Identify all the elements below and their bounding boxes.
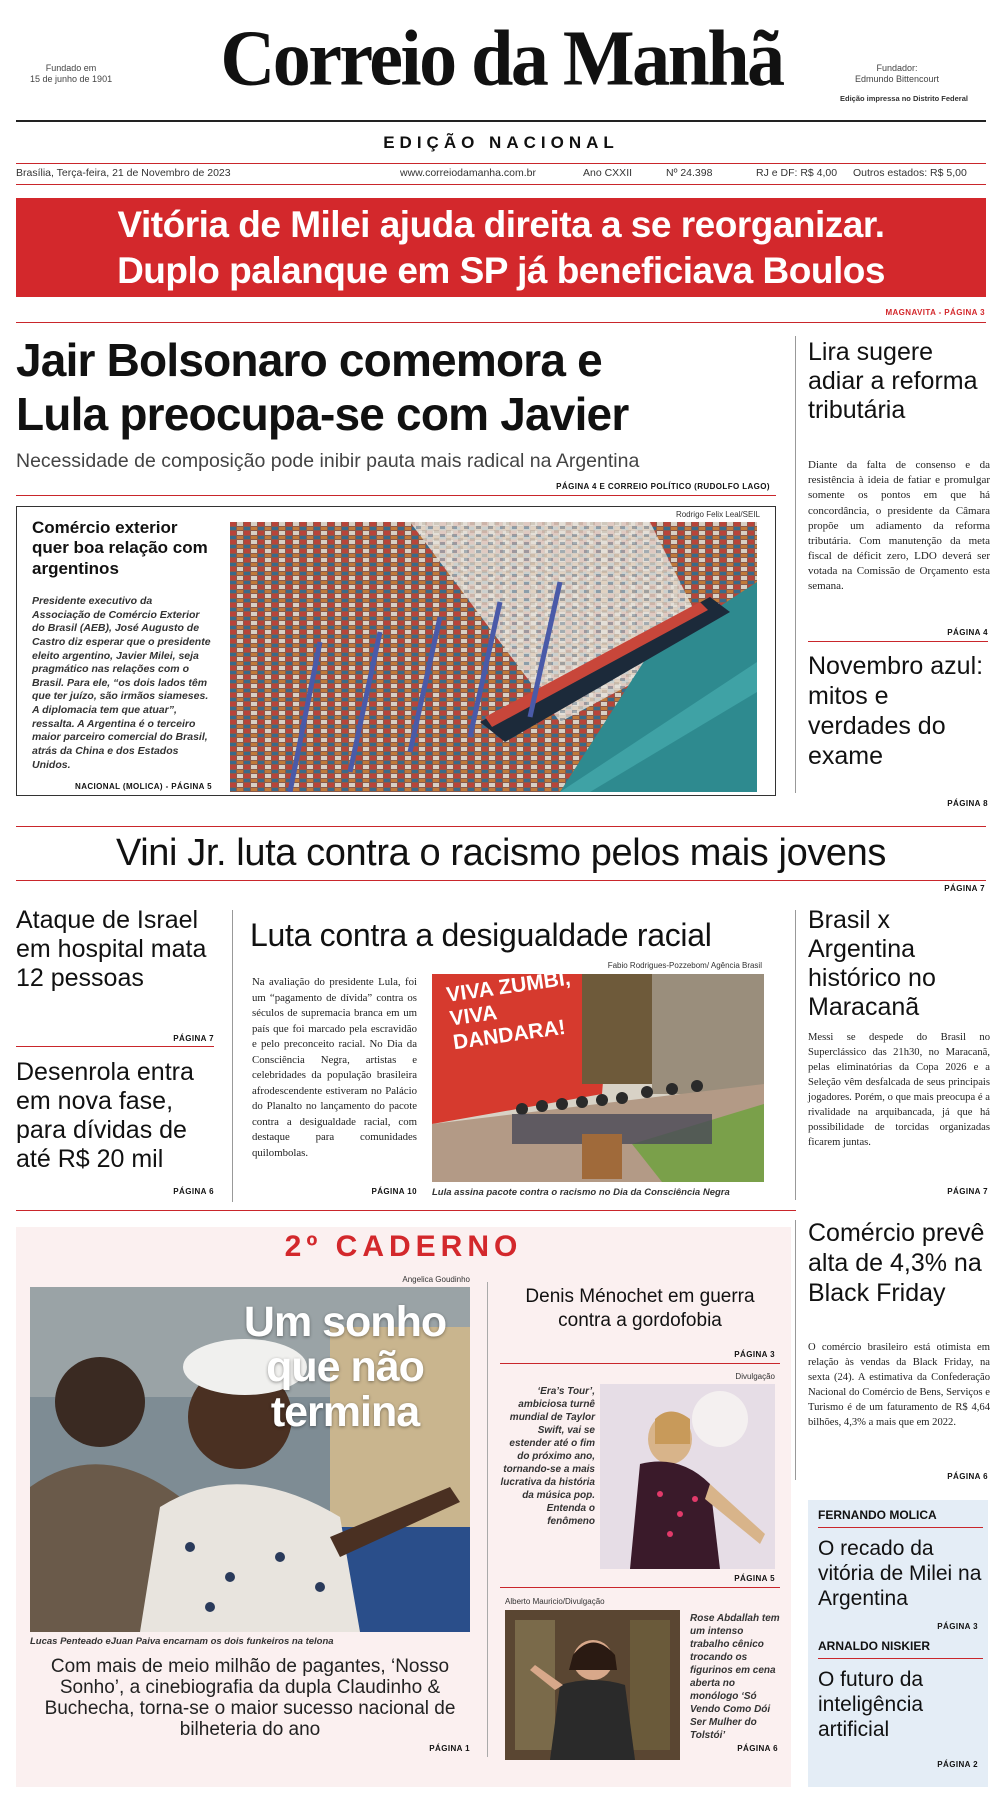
lead-rule <box>16 495 776 496</box>
caderno-divider <box>487 1282 488 1757</box>
lead-headline[interactable]: Jair Bolsonaro comemora e Lula preocupa-se com Javier <box>16 334 629 440</box>
edition-label: EDIÇÃO NACIONAL <box>383 133 619 152</box>
print-edition-note: Edição impressa no Distrito Federal <box>840 94 968 103</box>
mid-rule <box>16 1210 796 1211</box>
website-link[interactable]: www.correiodamanha.com.br <box>400 167 536 179</box>
rose-photo-credit: Alberto Mauricio/Divulgação <box>505 1597 605 1606</box>
column-author-1: FERNANDO MOLICA <box>818 1508 937 1522</box>
rose-photo <box>505 1610 680 1760</box>
banner-line-2: Duplo palanque em SP já beneficiava Boulos <box>117 250 885 291</box>
main-photo-credit: Angelica Goudinho <box>402 1275 470 1284</box>
issue-number: Nº 24.398 <box>666 167 713 179</box>
comercio-title[interactable]: Comércio exterior quer boa relação com argentinos <box>32 518 208 578</box>
desenrola-title[interactable]: Desenrola entra em nova fase, para dívidas de até R$ 20 mil <box>16 1058 194 1173</box>
desigualdade-page-ref: PÁGINA 10 <box>371 1187 417 1196</box>
column-author-2: ARNALDO NISKIER <box>818 1639 931 1653</box>
center-left-divider <box>232 910 233 1202</box>
top-banner[interactable] <box>16 198 986 297</box>
banner-rule <box>16 322 986 323</box>
israel-page-ref: PÁGINA 7 <box>173 1034 214 1043</box>
column-title-1[interactable]: O recado da vitória de Milei na Argentina <box>818 1537 982 1610</box>
comercio-body: Presidente executivo da Associação de Comércio Exterior do Brasil (AEB), José Augusto de Castro diz esperar que o presidente eleito argentino, Javier Milei, seja pragmático nas relações com o Brasil. Para ele, “os dois lados têm que ter juízo, são irmãos siameses. A diplomacia tem que atuar”, ressalta. A Argentina é o terceiro maior parceiro comercial do Brasil, atrás da China e dos Estados Unidos. <box>32 595 211 771</box>
vini-bottom-rule <box>16 880 986 881</box>
founded-note: Fundado em 15 de junho de 1901 <box>30 63 113 84</box>
right-col-divider <box>795 336 796 793</box>
edition-rule <box>16 163 986 164</box>
taylor-rule <box>500 1587 780 1588</box>
price-local: RJ e DF: R$ 4,00 <box>756 167 838 179</box>
menochet-rule <box>500 1363 780 1364</box>
port-photo <box>230 522 757 792</box>
israel-rule <box>16 1046 214 1047</box>
brasil-argentina-page-ref: PÁGINA 7 <box>947 1187 988 1196</box>
founder-note: Fundador: Edmundo Bittencourt <box>855 63 940 84</box>
desigualdade-title[interactable]: Luta contra a desigualdade racial <box>250 917 712 953</box>
menochet-title[interactable]: Denis Ménochet em guerra contra a gordofobia <box>525 1286 755 1331</box>
desigualdade-body: Na avaliação do presidente Lula, foi um “pagamento de dívida” contra os séculos de supremacia branca em um país que foi marcado pela escravidão e pelo preconceito racial. No Dia da Consciência Negra, artistas e celebridades da população brasileira afrodescendente estiveram no Palácio do Planalto no lançamento do pacote contra a desigualdade racial, com destaque para comunidades quilombolas. <box>252 976 417 1160</box>
lira-rule <box>808 641 988 642</box>
brasil-argentina-title[interactable]: Brasil x Argentina histórico no Maracanã <box>808 906 936 1021</box>
taylor-page-ref: PÁGINA 5 <box>734 1574 775 1583</box>
novembro-page-ref: PÁGINA 8 <box>947 799 988 808</box>
right-col-divider-3 <box>795 1220 796 1480</box>
comercio-page-ref: NACIONAL (MOLICA) - PÁGINA 5 <box>75 782 212 791</box>
dateline-rule <box>16 184 986 185</box>
caderno-header[interactable]: 2º CADERNO <box>284 1230 523 1263</box>
taylor-photo <box>600 1384 775 1569</box>
desenrola-page-ref: PÁGINA 6 <box>173 1187 214 1196</box>
actress-illustration <box>505 1610 680 1760</box>
menochet-page-ref: PÁGINA 3 <box>734 1350 775 1359</box>
brasil-argentina-body: Messi se despede do Brasil no Superclássico das 21h30, no Maracanã, pelas eliminatórias da Copa 2026 e a Seleção vêm desfalcada de seus principais jogadores. Porém, o que mais preocupa é a rivalidade na arquibancada, já que há possibilidade de torcidas organizadas ficarem juntas. <box>808 1032 990 1149</box>
lira-title[interactable]: Lira sugere adiar a reforma tributária <box>808 338 978 424</box>
rose-text: Rose Abdallah tem um intenso trabalho cênico trocando os figurinos em cena aberta no monólogo ‘Só Vendo Como Dói Ser Mulher do Tolstói’ <box>690 1613 780 1741</box>
main-summary: Com mais de meio milhão de pagantes, ‘Nosso Sonho’, a cinebiografia da dupla Claudinho & Buchecha, torna-se o maior sucesso nacional de bilheteria do ano <box>44 1656 456 1740</box>
right-col-divider-2 <box>795 910 796 1200</box>
banner-line-1: Vitória de Milei ajuda direita a se reorganizar. <box>117 204 885 245</box>
masthead-rule <box>16 120 986 122</box>
black-friday-title[interactable]: Comércio prevê alta de 4,3% na Black Friday <box>808 1219 985 1307</box>
column-page-ref-2: PÁGINA 2 <box>937 1760 978 1769</box>
column-title-2[interactable]: O futuro da inteligência artificial <box>818 1668 924 1741</box>
rose-page-ref: PÁGINA 6 <box>737 1744 778 1753</box>
port-illustration <box>230 522 757 792</box>
year-number: Ano CXXII <box>583 167 633 179</box>
singer-illustration <box>600 1384 775 1569</box>
newspaper-title: Correio da Manhã <box>220 13 783 103</box>
lira-page-ref: PÁGINA 4 <box>947 628 988 637</box>
column-page-ref-1: PÁGINA 3 <box>937 1622 978 1631</box>
vini-headline[interactable]: Vini Jr. luta contra o racismo pelos mais jovens <box>115 832 886 874</box>
black-friday-body: O comércio brasileiro está otimista em relação às vendas da Black Friday, na sexta (24). A estimativa da Confederação Nacional do Comércio de Bens, Serviços e Turismo é de um faturamento de R$ 4,64 bilhões, 4,3% a mais que em 2022. <box>808 1342 990 1429</box>
vini-top-rule <box>16 826 986 827</box>
column-author-1-rule <box>818 1527 983 1528</box>
taylor-text: ‘Era’s Tour’, ambiciosa turnê mundial de Taylor Swift, vai se estender até o fim do próximo ano, tornando-se a mais lucrativa da história da música pop. Entenda o fenômeno <box>500 1386 595 1527</box>
lead-subtitle: Necessidade de composição pode inibir pauta mais radical na Argentina <box>16 450 640 472</box>
main-photo-caption: Lucas Penteado eJuan Paiva encarnam os dois funkeiros na telona <box>30 1636 334 1647</box>
zumbi-caption: Lula assina pacote contra o racismo no Dia da Consciência Negra <box>432 1187 730 1198</box>
banner-page-ref: MAGNAVITA - PÁGINA 3 <box>885 308 985 317</box>
lira-body: Diante da falta de consenso e da resistência à ideia de fatiar e promulgar somente os pontos em que há concordância, o presidente da Câmara propõe um adiamento da reforma tributária. Com manutenção da meta fiscal de déficit zero, LDO deverá ser votada na Comissão de Orçamento esta semana. <box>808 459 990 593</box>
zumbi-photo-credit: Fabio Rodrigues-Pozzebom/ Agência Brasil <box>607 961 762 970</box>
taylor-photo-credit: Divulgação <box>735 1372 775 1381</box>
vini-page-ref: PÁGINA 7 <box>944 884 985 893</box>
price-other: Outros estados: R$ 5,00 <box>853 167 967 179</box>
zumbi-sign: VIVA ZUMBI, VIVA DANDARA! <box>445 966 572 1055</box>
edition-date: Brasília, Terça-feira, 21 de Novembro de 2023 <box>16 167 231 179</box>
dateline <box>16 167 986 183</box>
black-friday-page-ref: PÁGINA 6 <box>947 1472 988 1481</box>
novembro-title[interactable]: Novembro azul: mitos e verdades do exame <box>808 652 984 770</box>
column-author-2-rule <box>818 1658 983 1659</box>
main-photo-title[interactable]: Um sonho que não termina <box>243 1298 447 1436</box>
lead-page-ref: PÁGINA 4 E CORREIO POLÍTICO (RUDOLFO LAGO) <box>556 482 770 491</box>
port-photo-credit: Rodrigo Felix Leal/SEIL <box>675 510 760 519</box>
main-page-ref: PÁGINA 1 <box>429 1744 470 1753</box>
israel-title[interactable]: Ataque de Israel em hospital mata 12 pessoas <box>16 906 207 992</box>
